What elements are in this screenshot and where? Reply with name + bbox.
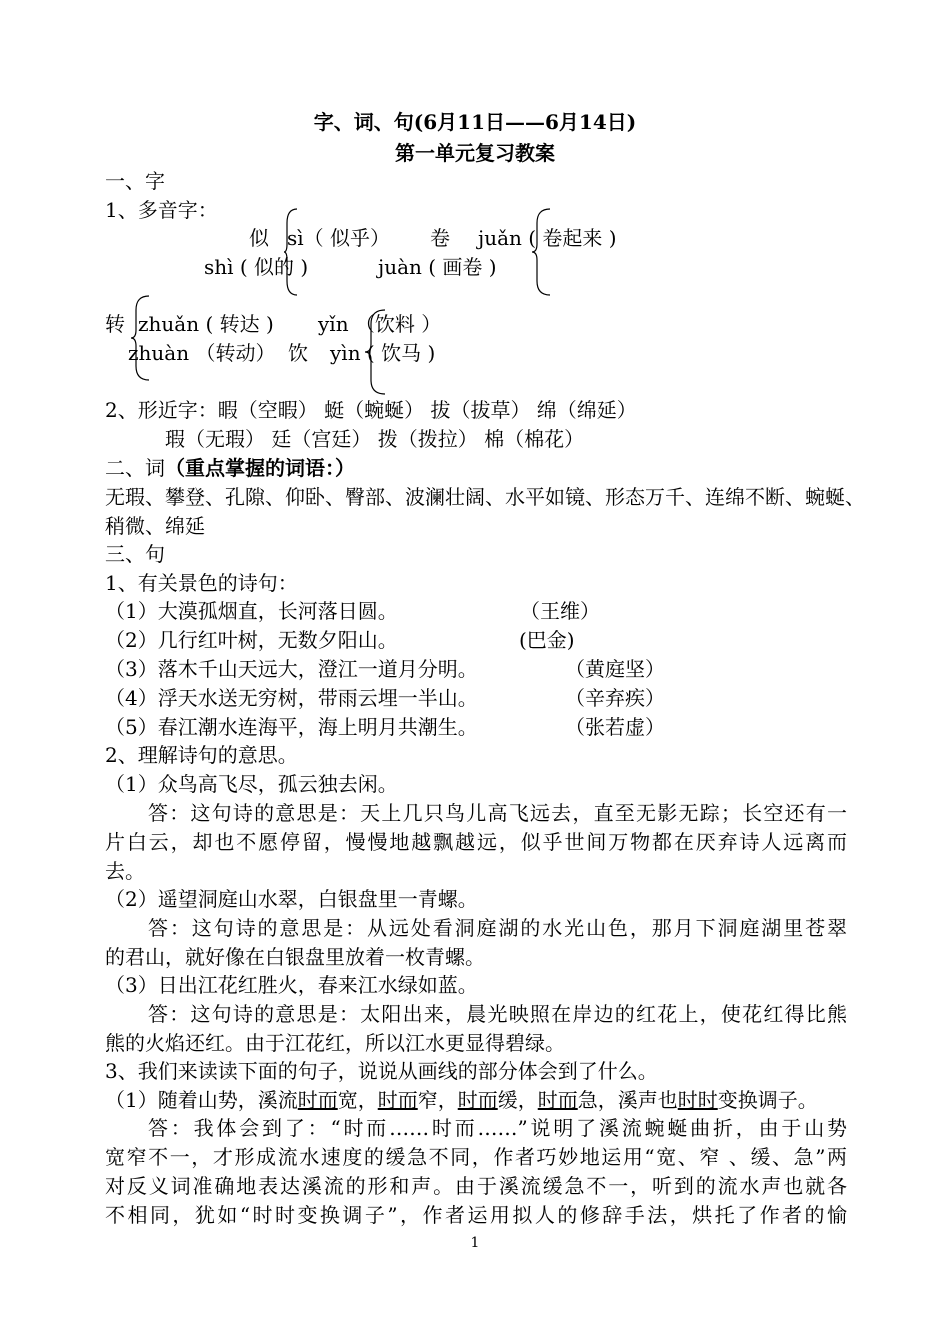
poem-author-5: （张若虚） [565,715,665,739]
poem-line-3: （3）落木千山天远大，澄江一道月分明。 [105,657,478,681]
poly-char-si: 似 [249,226,269,250]
section3-heading: 三、句 [105,542,165,566]
read-a1-line2: 宽窄不一，才形成流水速度的缓急不同，作者巧妙地运用“宽、窄 、缓、急”两 [105,1145,847,1169]
meaning-q1: （1）众鸟高飞尽，孤云独去闲。 [105,772,398,796]
read-a1-line3: 对反义词准确地表达溪流的形和声。由于溪流缓急不一，听到的流水声也就各 [105,1174,847,1198]
meaning-q3: （3）日出江花红胜火，春来江水绿如蓝。 [105,973,478,997]
poly-zhuan-reading-1: zhuǎn ( 转达 ) [138,312,274,336]
section2-heading-bold: （重点掌握的词语：） [165,456,355,480]
poly-si-reading-2: shì ( 似的 ) [204,255,309,279]
poly-zhuan-reading-2: zhuàn （转动） [128,341,276,365]
underlined-shier-3: 时而 [457,1088,498,1112]
brace-si [284,208,298,296]
underlined-shier-1: 时而 [297,1088,338,1112]
similar-chars-line-2: 瑕（无瑕） 廷（宫廷） 拨（拨拉） 棉（棉花） [165,427,585,451]
key-words-line-2: 稍微、绵延 [105,514,205,538]
poem-line-1: （1）大漠孤烟直，长河落日圆。 [105,599,398,623]
read-heading: 3、我们来读读下面的句子，说说从画线的部分体会到了什么。 [105,1059,658,1083]
meaning-a3-line2: 熊的火焰还红。由于江花红，所以江水更显得碧绿。 [105,1031,565,1055]
brace-yin [365,309,387,395]
poly-juan-reading-1: juǎn ( 卷起来 ) [478,226,617,250]
meaning-a2-line1: 答：这句诗的意思是：从远处看洞庭湖的水光山色，那月下洞庭湖里苍翠 [148,916,847,940]
poly-char-yin: 饮 [288,341,308,365]
poem-line-2: （2）几行红叶树，无数夕阳山。 [105,628,398,652]
poems-heading: 1、有关景色的诗句： [105,571,298,595]
section1-heading: 一、字 [105,169,165,193]
underlined-shier-2: 时而 [377,1088,418,1112]
read-a1-line1: 答：我体会到了：“时而……时而……”说明了溪流蜿蜒曲折，由于山势 [148,1116,847,1140]
polyphonic-heading: 1、多音字： [105,198,218,222]
meaning-a2-line2: 的君山，就好像在白银盘里放着一枚青螺。 [105,945,485,969]
key-words-line-1: 无瑕、攀登、孔隙、仰卧、臀部、波澜壮阔、水平如镜、形态万千、连绵不断、蜿蜒、 [105,485,865,509]
brace-zhuan [131,295,151,381]
meaning-a1-line3: 去。 [105,859,145,883]
meaning-a1-line1: 答：这句诗的意思是：天上几只鸟儿高飞远去，直至无影无踪；长空还有一 [148,801,847,825]
page-number: 1 [470,1235,480,1251]
meaning-a1-line2: 片白云，却也不愿停留，慢慢地越飘越远，似乎世间万物都在厌弃诗人远离而 [105,830,847,854]
meaning-heading: 2、理解诗句的意思。 [105,743,298,767]
poly-char-juan: 卷 [430,226,450,250]
document-title: 字、词、句(6月11日——6月14日) [313,110,637,134]
read-a1-line4: 不相同，犹如“时时变换调子”，作者运用拟人的修辞手法，烘托了作者的愉 [105,1203,847,1227]
poly-char-zhuan: 转 [105,312,125,336]
underlined-shishi: 时时 [677,1088,718,1112]
poem-author-1: （王维） [520,599,600,623]
meaning-q2: （2）遥望洞庭山水翠，白银盘里一青螺。 [105,887,478,911]
poem-author-3: （黄庭坚） [565,657,665,681]
section2-heading: 二、词（重点掌握的词语：） [105,456,355,480]
poem-author-4: （辛弃疾） [565,686,665,710]
similar-chars-line-1: 2、形近字：暇（空暇） 蜓（蜿蜒） 拔（拔草） 绵（绵延） [105,398,637,422]
poem-line-5: （5）春江潮水连海平，海上明月共潮生。 [105,715,478,739]
poly-si-reading-1: sì（ 似乎） [287,226,391,250]
poly-yin-reading-1: yǐn （饮料 ） [318,312,442,336]
read-sentence-1: （1）随着山势，溪流时而宽，时而窄，时而缓，时而急，溪声也时时变换调子。 [105,1088,818,1112]
meaning-a3-line1: 答：这句诗的意思是：太阳出来，晨光映照在岸边的红花上，使花红得比熊 [148,1002,847,1026]
poem-author-2: (巴金) [519,628,575,652]
poly-yin-reading-2: yìn ( 饮马 ) [330,341,436,365]
document-subtitle: 第一单元复习教案 [395,141,555,165]
brace-juan [532,208,552,296]
underlined-shier-4: 时而 [537,1088,578,1112]
poly-juan-reading-2: juàn ( 画卷 ) [378,255,497,279]
poem-line-4: （4）浮天水送无穷树，带雨云埋一半山。 [105,686,478,710]
